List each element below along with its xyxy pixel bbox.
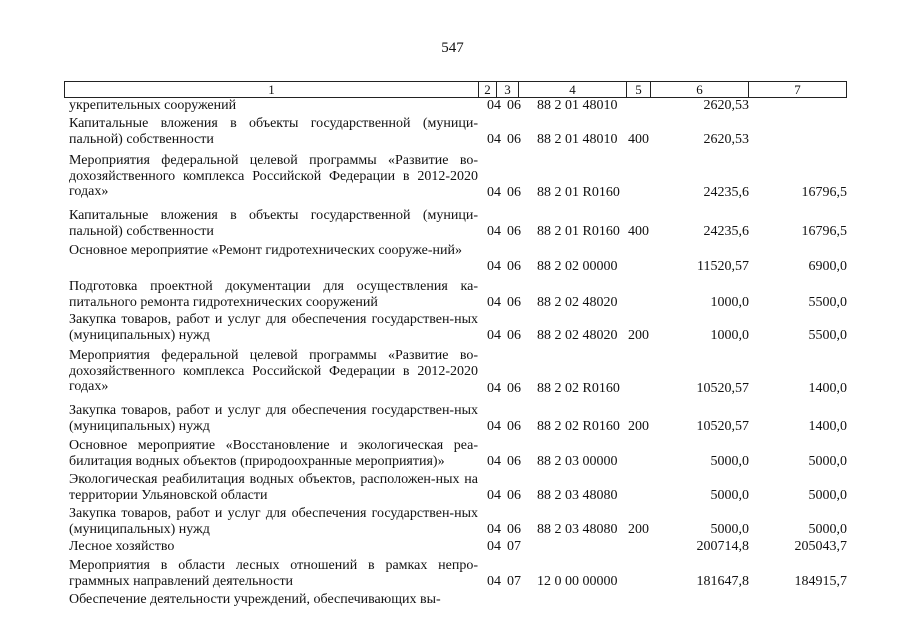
- table-row: [0, 590, 905, 608]
- row-subsection: 06: [507, 419, 521, 434]
- table-row: [0, 276, 905, 309]
- header-col-7: 7: [794, 82, 801, 97]
- row-amount-2: 5500,0: [808, 295, 847, 310]
- row-section: 04: [487, 98, 501, 113]
- row-amount-2: 1400,0: [808, 381, 847, 396]
- row-subsection: 06: [507, 488, 521, 503]
- row-section: 04: [487, 574, 501, 589]
- row-name: Закупка товаров, работ и услуг для обеспечения государствен-ных (муниципальных) нужд: [69, 403, 478, 434]
- header-col-4: 4: [519, 82, 627, 97]
- row-target-code: 88 2 01 R0160: [537, 224, 620, 239]
- row-target-code: 88 2 03 00000: [537, 454, 618, 469]
- row-target-code: 88 2 01 R0160: [537, 185, 620, 200]
- row-amount-1: 2620,53: [703, 132, 749, 147]
- row-amount-2: 5000,0: [808, 454, 847, 469]
- row-name: Подготовка проектной документации для осуществления ка-питального ремонта гидротехнических сооружений: [69, 279, 478, 310]
- row-amount-1: 5000,0: [710, 454, 749, 469]
- row-section: 04: [487, 522, 501, 537]
- table-row: [0, 435, 905, 469]
- row-name: укрепительных сооружений: [69, 98, 237, 113]
- row-name: Закупка товаров, работ и услуг для обеспечения государствен-ных (муниципальных) нужд: [69, 506, 478, 537]
- row-name: Мероприятия в области лесных отношений в рамках непро-граммных направлений деятельности: [69, 558, 478, 589]
- row-subsection: 06: [507, 328, 521, 343]
- header-col-2: 2: [479, 82, 497, 97]
- row-subsection: 06: [507, 132, 521, 147]
- row-amount-1: 24235,6: [703, 224, 749, 239]
- row-subsection: 07: [507, 539, 521, 554]
- row-expense-type: 400: [628, 132, 649, 147]
- row-section: 04: [487, 454, 501, 469]
- row-section: 04: [487, 295, 501, 310]
- row-name: Мероприятия федеральной целевой программы «Развитие во-дохозяйственного комплекса Российской Федерации в 2012-2020 годах»: [69, 348, 478, 394]
- row-amount-1: 181647,8: [696, 574, 749, 589]
- row-subsection: 06: [507, 522, 521, 537]
- row-amount-2: 184915,7: [794, 574, 847, 589]
- header-col-6: 6: [651, 82, 749, 97]
- page-number: 547: [441, 40, 464, 56]
- table-row: [0, 239, 905, 276]
- row-amount-1: 5000,0: [710, 522, 749, 537]
- row-amount-1: 1000,0: [710, 295, 749, 310]
- header-col-5: 5: [627, 82, 651, 97]
- row-amount-2: 6900,0: [808, 259, 847, 274]
- row-section: 04: [487, 328, 501, 343]
- row-target-code: 88 2 02 R0160: [537, 381, 620, 396]
- row-section: 04: [487, 381, 501, 396]
- row-target-code: 12 0 00 00000: [537, 574, 618, 589]
- row-target-code: 88 2 01 48010: [537, 98, 618, 113]
- row-name: Капитальные вложения в объекты государственной (муници-пальной) собственности: [69, 208, 478, 239]
- row-name: Закупка товаров, работ и услуг для обеспечения государствен-ных (муниципальных) нужд: [69, 312, 478, 343]
- row-amount-2: 5000,0: [808, 522, 847, 537]
- row-section: 04: [487, 419, 501, 434]
- row-subsection: 07: [507, 574, 521, 589]
- row-subsection: 06: [507, 259, 521, 274]
- table-row: [0, 539, 905, 555]
- row-amount-1: 2620,53: [703, 98, 749, 113]
- table-body: [0, 98, 905, 608]
- table-header: [64, 81, 847, 98]
- row-amount-1: 24235,6: [703, 185, 749, 200]
- row-section: 04: [487, 132, 501, 147]
- table-row: [0, 98, 905, 114]
- row-section: 04: [487, 259, 501, 274]
- row-expense-type: 200: [628, 328, 649, 343]
- table-row: [0, 555, 905, 590]
- table-row: [0, 149, 905, 205]
- table-row: [0, 309, 905, 345]
- row-section: 04: [487, 224, 501, 239]
- row-amount-2: 205043,7: [794, 539, 847, 554]
- row-subsection: 06: [507, 295, 521, 310]
- row-subsection: 06: [507, 98, 521, 113]
- row-expense-type: 200: [628, 419, 649, 434]
- table-row: [0, 114, 905, 149]
- row-amount-1: 10520,57: [696, 419, 749, 434]
- row-target-code: 88 2 02 00000: [537, 259, 618, 274]
- row-amount-2: 1400,0: [808, 419, 847, 434]
- row-section: 04: [487, 185, 501, 200]
- row-amount-1: 5000,0: [710, 488, 749, 503]
- row-target-code: 88 2 02 48020: [537, 328, 618, 343]
- row-name: Капитальные вложения в объекты государственной (муници-пальной) собственности: [69, 116, 478, 147]
- row-amount-1: 200714,8: [696, 539, 749, 554]
- row-target-code: 88 2 02 R0160: [537, 419, 620, 434]
- row-expense-type: 200: [628, 522, 649, 537]
- row-target-code: 88 2 01 48010: [537, 132, 618, 147]
- table-row: [0, 502, 905, 539]
- row-section: 04: [487, 488, 501, 503]
- row-name: Мероприятия федеральной целевой программы «Развитие во-дохозяйственного комплекса Российской Федерации в 2012-2020 годах»: [69, 153, 478, 199]
- row-name: Основное мероприятие «Ремонт гидротехнических сооруже-ний»: [69, 243, 463, 258]
- row-target-code: 88 2 02 48020: [537, 295, 618, 310]
- row-subsection: 06: [507, 224, 521, 239]
- header-col-3: 3: [497, 82, 519, 97]
- row-name: Лесное хозяйство: [69, 539, 175, 554]
- row-amount-2: 5500,0: [808, 328, 847, 343]
- row-amount-2: 16796,5: [801, 224, 847, 239]
- row-name: Экологическая реабилитация водных объектов, расположен-ных на территории Ульяновской области: [69, 472, 478, 503]
- row-amount-2: 16796,5: [801, 185, 847, 200]
- row-amount-1: 1000,0: [710, 328, 749, 343]
- row-amount-1: 11520,57: [697, 259, 749, 274]
- table-row: [0, 345, 905, 400]
- row-subsection: 06: [507, 454, 521, 469]
- row-target-code: 88 2 03 48080: [537, 488, 618, 503]
- row-amount-2: 5000,0: [808, 488, 847, 503]
- table-row: [0, 400, 905, 435]
- row-amount-1: 10520,57: [696, 381, 749, 396]
- row-subsection: 06: [507, 381, 521, 396]
- table-row: [0, 205, 905, 239]
- table-row: [0, 469, 905, 502]
- row-expense-type: 400: [628, 224, 649, 239]
- header-col-1: 1: [65, 82, 479, 97]
- row-section: 04: [487, 539, 501, 554]
- row-name: Обеспечение деятельности учреждений, обеспечивающих вы-: [69, 592, 441, 607]
- row-target-code: 88 2 03 48080: [537, 522, 618, 537]
- row-name: Основное мероприятие «Восстановление и экологическая реа-билитация водных объектов (природоохранные мероприятия)»: [69, 438, 478, 469]
- row-subsection: 06: [507, 185, 521, 200]
